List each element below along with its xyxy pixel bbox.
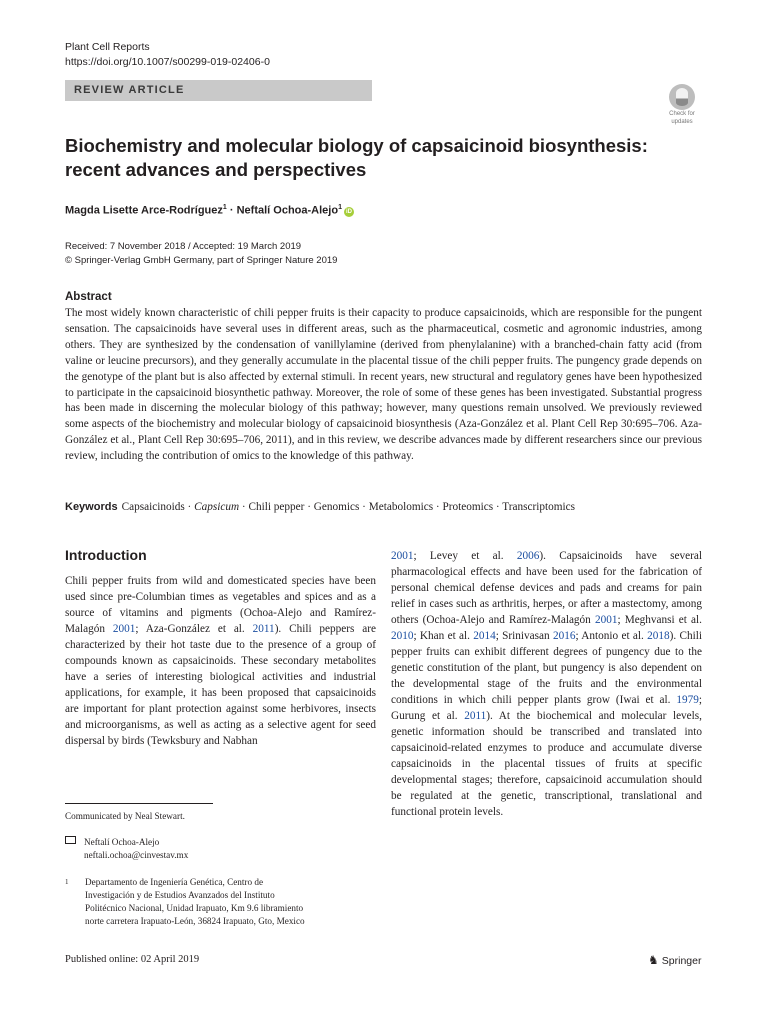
keyword-italic: Capsicum <box>194 501 240 513</box>
affiliation-line: Departamento de Ingeniería Genética, Centro de <box>85 877 264 887</box>
copyright-line: © Springer-Verlag GmbH Germany, part of Springer Nature 2019 <box>65 254 338 266</box>
abstract-text: The most widely known characteristic of chili pepper fruits is their capacity to produce capsaicinoids, which are responsible for the pungent sensation. The capsaicinoids have several uses in different areas, such as the pharmaceutical, cosmetic and agronomic industries, among others. They are synthesized by the condensation of vanillylamine (derived from phenylalanine) with a branched-chain fatty acid (from valine or leucine precursors), and they generally accumulate in the placental tissue of the chili pepper fruits. The pungency grade depends on the genotype of the plant but is also affected by external stimuli. In recent years, new structural and regulatory genes have been hypothesized to participate in the capsaicinoid biosynthetic pathway. Moreover, the role of some of these genes has been investigated. Substantial progress has been made in discerning the molecular biology of this pathway; however, many questions remain unsolved. We previously reviewed some aspects of the biochemistry and molecular biology of capsaicinoid biosynthesis (Aza-González et al. Plant Cell Rep 30:695–706. Aza-González et al., Plant Cell Rep 30:695–706, 2011), and in this review, we describe advances made by different researchers since our previous review, including the contribution of omics to the knowledge of this pathway. <box>65 307 702 463</box>
affiliation-line: Investigación y de Estudios Avanzados del Instituto <box>85 890 275 900</box>
contact-name: Neftalí Ochoa-Alejo <box>84 837 160 847</box>
crossmark-label-2: updates <box>671 119 693 125</box>
footnote-divider <box>65 803 213 804</box>
introduction-heading: Introduction <box>65 547 147 563</box>
article-type-label: REVIEW ARTICLE <box>74 84 185 96</box>
body-text: ). Capsaicinoids have several pharmacological effects and have been used for the fabrication of personal chemical defense devices and pads and creams for pain relief in cases such as arthritis, herpes, or after a mastectomy, among others (Ochoa-Alejo and Ramírez-Malagón <box>391 550 702 626</box>
author-affiliation-mark: 1 <box>338 204 342 211</box>
orcid-icon[interactable]: iD <box>345 208 352 215</box>
author-name: Neftalí Ochoa-Alejo <box>236 204 339 217</box>
author-list <box>65 204 685 217</box>
article-title: Biochemistry and molecular biology of capsaicinoid biosynthesis: recent advances and perspectives <box>65 135 648 180</box>
body-text: ; Antonio et al. <box>575 630 648 642</box>
affiliation-line: norte carretera Irapuato-León, 36824 Irapuato, Gto, Mexico <box>85 916 305 926</box>
body-text: ; Srinivasan <box>495 630 553 642</box>
citation-link[interactable]: 2011 <box>464 710 487 722</box>
citation-link[interactable]: 2010 <box>391 630 414 642</box>
body-text: ; Gurung et al. <box>391 694 702 722</box>
citation-link[interactable]: 2018 <box>647 630 670 642</box>
affiliation-note <box>65 876 365 928</box>
springer-horse-icon: ♞ <box>648 953 659 967</box>
body-text: ; Meghvansi et al. <box>617 614 702 626</box>
body-text: ). At the biochemical and molecular levels, genetic information should be transcribed and translated into capsaicinoid-related enzymes to produce and accumulate diverse capsaicinoids in the placental tissues of fruits at specific developmental stages; therefore, capsaicinoid accumulation should be regulated at the genetic, transcriptional, translational and functional protein levels. <box>391 710 702 818</box>
author-separator: · <box>226 204 237 217</box>
publisher-name: Springer <box>661 955 702 967</box>
introduction-right-column <box>391 548 702 820</box>
affiliation-line: Politécnico Nacional, Unidad Irapuato, Km 9.6 libramiento <box>85 903 304 913</box>
citation-link[interactable]: 2011 <box>252 623 275 635</box>
keyword-list: · Chili pepper · Genomics · Metabolomics · Proteomics · Transcriptomics <box>239 501 575 513</box>
journal-name: Plant Cell Reports <box>65 41 150 53</box>
keyword-list: Capsaicinoids · <box>121 501 195 513</box>
received-accepted-dates: Received: 7 November 2018 / Accepted: 19 March 2019 <box>65 241 302 252</box>
citation-link[interactable]: 2006 <box>516 550 540 562</box>
citation-link[interactable]: 2001 <box>594 614 618 626</box>
citation-link[interactable]: 1979 <box>676 694 699 706</box>
abstract-heading: Abstract <box>65 291 112 303</box>
citation-link[interactable]: 2016 <box>552 630 576 642</box>
contact-email[interactable]: neftali.ochoa@cinvestav.mx <box>84 850 189 860</box>
body-text: ; Khan et al. <box>413 630 474 642</box>
author-name: Magda Lisette Arce-Rodríguez <box>65 204 223 217</box>
communicated-by-note: Communicated by Neal Stewart. <box>65 811 185 821</box>
publisher-logo <box>648 953 701 967</box>
check-for-updates-badge[interactable] <box>662 84 702 126</box>
citation-link[interactable]: 2001 <box>391 550 414 562</box>
citation-link[interactable]: 2001 <box>112 623 136 635</box>
keywords-heading: Keywords <box>65 501 118 513</box>
doi-link[interactable]: https://doi.org/10.1007/s00299-019-02406-0 <box>65 56 270 68</box>
crossmark-label-1: Check for <box>669 111 695 117</box>
corresponding-author <box>65 836 188 862</box>
author-affiliation-mark: 1 <box>222 204 227 211</box>
published-online-date: Published online: 02 April 2019 <box>65 954 200 965</box>
article-type-bar <box>65 80 372 101</box>
body-text: ). Chili pepper fruits can exhibit different degrees of pungency due to the genetic constitution of the plant, but pungency is also dependent on the developmental stage of the fruits and the environmental conditions in which chili pepper plants grow (Iwai et al. <box>391 630 702 706</box>
body-text: ). Chili peppers are characterized by their hot taste due to the presence of a group of compounds known as capsaicinoids. These secondary metabolites have a series of interesting biological activities and industrial applications, for example, it has been proposed that capsaicinoids are important for plant protection against some herbivores, insects and microorganisms, as well as acting as a selective agent for seed dispersal by birds (Tewksbury and Nabhan <box>65 623 376 747</box>
affiliation-number: 1 <box>65 878 69 886</box>
crossmark-icon <box>669 84 695 110</box>
journal-header <box>65 40 270 70</box>
keywords-section <box>65 500 702 515</box>
article-dates <box>65 240 337 267</box>
introduction-left-column <box>65 573 376 749</box>
body-text: ; Levey et al. <box>413 550 517 562</box>
body-text: ; Aza-González et al. <box>135 623 253 635</box>
envelope-icon <box>65 836 76 844</box>
citation-link[interactable]: 2014 <box>473 630 496 642</box>
body-text: Chili pepper fruits from wild and domesticated species have been used since pre-Columbian times as vegetables and spices and as a source of vitamins and pigments (Ochoa-Alejo and Ramírez-Malagón <box>65 575 376 635</box>
